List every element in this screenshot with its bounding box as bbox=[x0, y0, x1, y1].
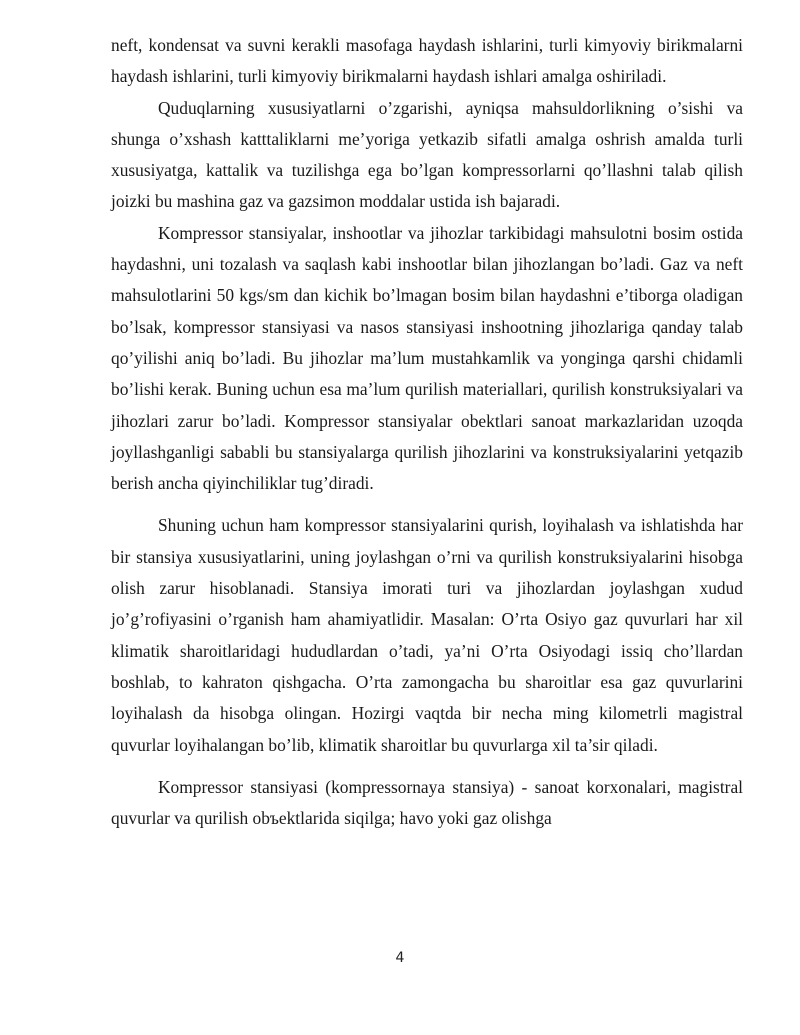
paragraph-2: Quduqlarning xususiyatlarni o’zgarishi, ayniqsa mahsuldorlikning o’sishi va shunga o’xshash katttaliklarni me’yoriga yetkazib sifatli amalga oshrish amalda turli xususiyatga, kattalik va tuzilishga ega bo’lgan kompressorlarni qo’llashni talab qilish joizki bu mashina gaz va gazsimon moddalar ustida ish bajaradi. bbox=[111, 97, 743, 212]
paragraph-1: neft, kondensat va suvni kerakli masofaga haydash ishlarini, turli kimyoviy birikmalarni haydash ishlarini, turli kimyoviy birikmalarni haydash ishlari amalga oshiriladi. bbox=[111, 35, 743, 87]
paragraph-4: Shuning uchun ham kompressor stansiyalarini qurish, loyihalash va ishlatishda har bir stansiya xususiyatlarini, uning joylashgan o’rni va qurilish konstruksiyalarini hisobga olish zarur hisoblanadi. Stansiya imorati turi va jihozlardan joylashgan xudud jo’g’rofiyasini o’rganish ham ahamiyatlidir. Masalan: O’rta Osiyo gaz quvurlari har xil klimatik sharoitlaridagi hududlardan o’tadi, ya’ni O’rta Osiyodagi issiq cho’llardan boshlab, to kahraton qishgacha. O’rta zamongacha bu sharoitlar esa gaz quvurlarini loyihalash da hisobga olingan. Hozirgi vaqtda bir necha ming kilometrli magistral quvurlar loyihalangan bo’lib, klimatik sharoitlar bu quvurlarga xil ta’sir qiladi. bbox=[111, 515, 743, 755]
page-number: 4 bbox=[395, 950, 405, 966]
paragraph-3: Kompressor stansiyalar, inshootlar va jihozlar tarkibidagi mahsulotni bosim ostida haydashni, uni tozalash va saqlash kabi inshootlar bilan jihozlangan bo’ladi. Gaz va neft mahsulotlarini 50 kgs/sm dan kichik bo’lmagan bosim bilan haydashni e’tiborga oladigan bo’lsak, kompressor stansiyasi va nasos stansiyasi inshootning jihozlariga qanday talab qo’yilishi aniq bo’ladi. Bu jihozlar ma’lum mustahkamlik va yonginga qarshi chidamli bo’lishi kerak. Buning uchun esa ma’lum qurilish materiallari, qurilish konstruksiyalari va jihozlari zarur bo’ladi. Kompressor stansiyalar obektlari sanoat markazlaridan uzoqda joyllashganligi sababli bu stansiyalarga qurilish jihozlarini va konstruksiyalarini yetqazib berish ancha qiyinchiliklar tug’diradi. bbox=[111, 222, 743, 494]
paragraph-5: Kompressor stansiyasi (kompressornaya stansiya) - sanoat korxonalari, magistral quvurlar va qurilish obъektlarida siqilga; havo yoki gaz olishga bbox=[111, 776, 743, 829]
document-body bbox=[111, 30, 743, 834]
